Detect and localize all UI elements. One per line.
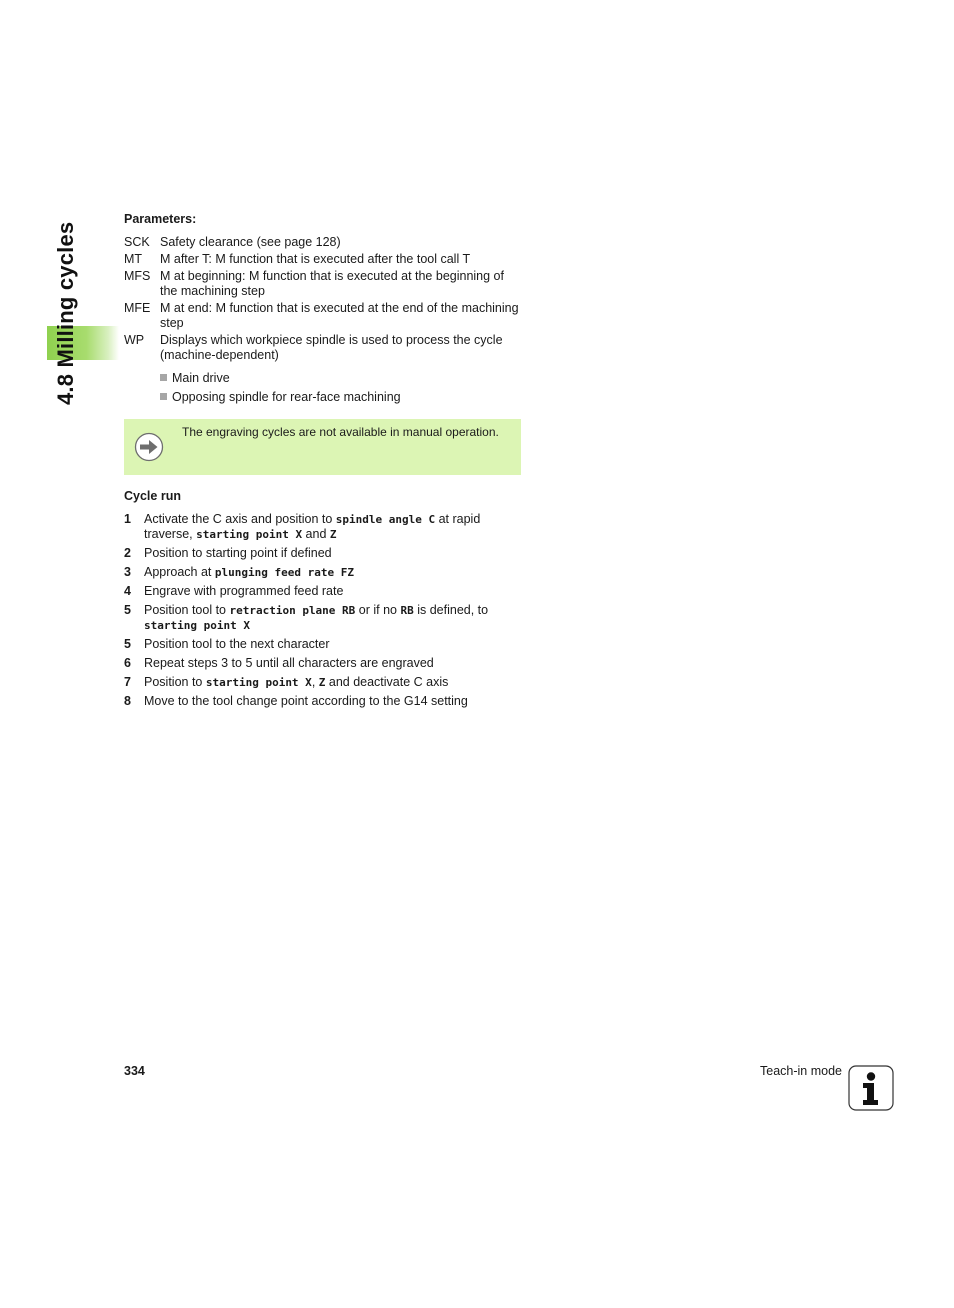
option-label: Main drive — [172, 371, 230, 385]
arrow-right-icon — [134, 432, 164, 462]
step-number: 8 — [124, 694, 131, 708]
step-number: 1 — [124, 512, 131, 526]
parameter-code: MFS — [124, 269, 151, 283]
cycle-step — [124, 512, 524, 542]
parameters-section — [124, 212, 524, 409]
parameter-code: WP — [124, 333, 145, 347]
option-item — [160, 371, 524, 386]
option-label: Opposing spindle for rear-face machining — [172, 390, 401, 404]
cycle-step — [124, 565, 524, 580]
parameter-description: M at end: M function that is executed at the end of the machining step — [160, 301, 519, 330]
cycle-step — [124, 603, 524, 633]
cycle-run-section — [124, 489, 524, 713]
step-number: 2 — [124, 546, 131, 560]
parameter-description: M after T: M function that is executed after the tool call T — [160, 252, 471, 266]
step-text: Position tool to the next character — [144, 637, 330, 651]
step-number: 4 — [124, 584, 131, 598]
parameter-name: plunging feed rate FZ — [214, 566, 354, 579]
parameter-code: MFE — [124, 301, 151, 315]
step-number: 7 — [124, 675, 131, 689]
step-text: Position to starting point X, Z and deactivate C axis — [144, 675, 449, 689]
page-number: 334 — [124, 1064, 145, 1078]
cycle-step-list — [124, 512, 524, 709]
footer-title: Teach-in mode — [760, 1064, 842, 1078]
parameters-heading: Parameters: — [124, 212, 197, 226]
section-title: 4.8 Milling cycles — [53, 221, 78, 405]
parameter-item — [124, 235, 524, 250]
parameter-description: Displays which workpiece spindle is used to process the cycle (machine-dependent) — [160, 333, 503, 362]
step-text: Approach at plunging feed rate FZ — [144, 565, 354, 579]
parameter-name: retraction plane RB — [229, 604, 356, 617]
parameter-description: Safety clearance (see page 128) — [160, 235, 341, 249]
square-bullet-icon — [160, 393, 167, 400]
parameter-name: Z — [329, 528, 337, 541]
parameter-item — [124, 269, 524, 299]
parameter-item — [124, 301, 524, 331]
parameter-name: Z — [318, 676, 326, 689]
cycle-step — [124, 546, 524, 561]
parameter-name: starting point X — [144, 619, 250, 632]
step-number: 5 — [124, 603, 131, 617]
step-number: 5 — [124, 637, 131, 651]
cycle-step — [124, 694, 524, 709]
spindle-options — [160, 371, 524, 405]
step-number: 3 — [124, 565, 131, 579]
cycle-step — [124, 675, 524, 690]
parameter-code: MT — [124, 252, 143, 266]
parameter-name: starting point X — [196, 528, 303, 541]
parameter-code: SCK — [124, 235, 150, 249]
square-bullet-icon — [160, 374, 167, 381]
step-text: Repeat steps 3 to 5 until all characters are engraved — [144, 656, 434, 670]
parameter-description: M at beginning: M function that is executed at the beginning of the machining step — [160, 269, 504, 298]
parameter-item — [124, 252, 524, 267]
info-icon — [848, 1065, 894, 1111]
step-number: 6 — [124, 656, 131, 670]
parameter-item — [124, 333, 524, 363]
parameter-name: starting point X — [205, 676, 312, 689]
step-text: Position to starting point if defined — [144, 546, 332, 560]
step-text: Position tool to retraction plane RB or if no RB is defined, to starting point X — [144, 603, 489, 632]
cycle-step — [124, 637, 524, 652]
parameter-name: RB — [400, 604, 414, 617]
step-text: Activate the C axis and position to spindle angle C at rapid traverse, starting point X and Z — [144, 512, 481, 541]
parameter-list — [124, 235, 524, 363]
cycle-step — [124, 584, 524, 599]
option-item — [160, 390, 524, 405]
cycle-run-heading: Cycle run — [124, 489, 181, 503]
cycle-step — [124, 656, 524, 671]
note-text: The engraving cycles are not available in manual operation. — [182, 425, 499, 439]
parameter-name: spindle angle C — [335, 513, 436, 526]
step-text: Move to the tool change point according to the G14 setting — [144, 694, 468, 708]
note-box — [124, 419, 521, 475]
step-text: Engrave with programmed feed rate — [144, 584, 344, 598]
